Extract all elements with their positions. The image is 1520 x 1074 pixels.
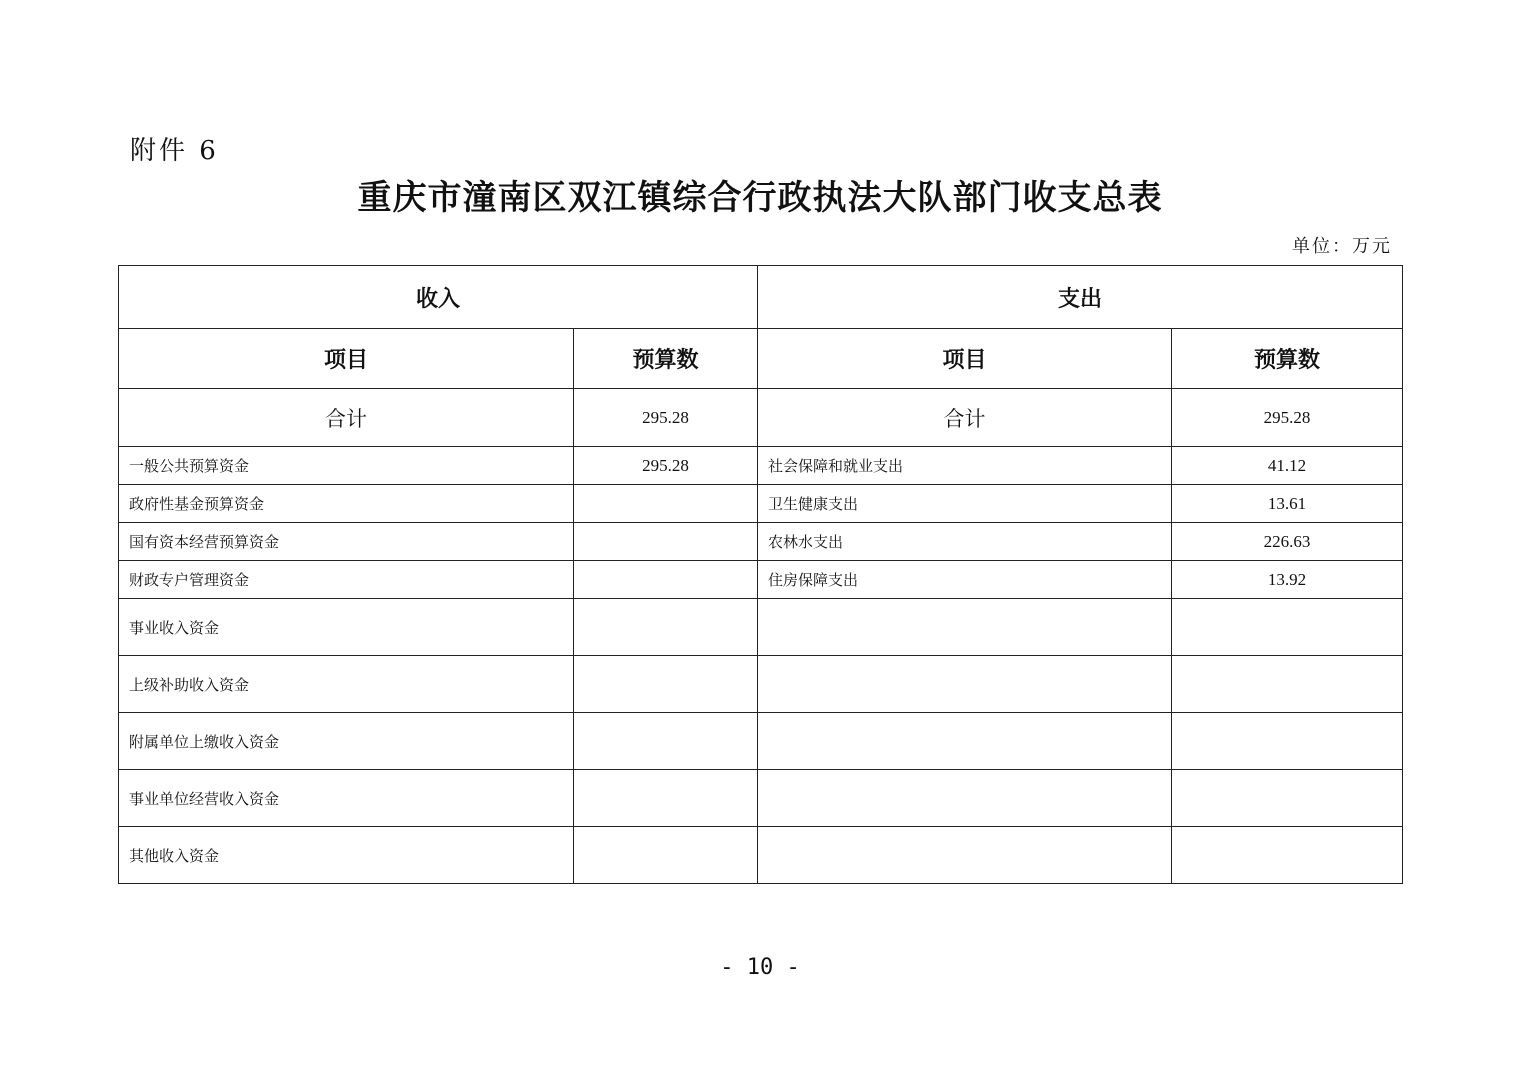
income-value xyxy=(574,656,758,713)
income-header: 收入 xyxy=(119,266,758,329)
income-total-label: 合计 xyxy=(119,389,574,447)
expense-value: 226.63 xyxy=(1172,523,1403,561)
income-item: 附属单位上缴收入资金 xyxy=(119,713,574,770)
expense-total-label: 合计 xyxy=(758,389,1172,447)
income-item: 国有资本经营预算资金 xyxy=(119,523,574,561)
expense-item xyxy=(758,656,1172,713)
column-header-row xyxy=(119,329,1403,389)
income-value xyxy=(574,599,758,656)
attachment-label: 附件 6 xyxy=(130,136,219,166)
table-row xyxy=(119,770,1403,827)
income-item: 其他收入资金 xyxy=(119,827,574,884)
table-row xyxy=(119,599,1403,656)
income-total-value: 295.28 xyxy=(574,389,758,447)
document-title: 重庆市潼南区双江镇综合行政执法大队部门收支总表 xyxy=(357,178,1163,218)
income-value: 295.28 xyxy=(574,447,758,485)
table-row xyxy=(119,523,1403,561)
expense-item: 住房保障支出 xyxy=(758,561,1172,599)
table-row xyxy=(119,827,1403,884)
income-item: 政府性基金预算资金 xyxy=(119,485,574,523)
expense-item xyxy=(758,770,1172,827)
table-row xyxy=(119,656,1403,713)
expense-value xyxy=(1172,827,1403,884)
income-item: 事业收入资金 xyxy=(119,599,574,656)
expense-value xyxy=(1172,770,1403,827)
unit-label: 单位：万元 xyxy=(1292,236,1392,257)
income-value xyxy=(574,561,758,599)
budget-table xyxy=(118,265,1403,884)
expense-value: 41.12 xyxy=(1172,447,1403,485)
income-budget-column-header: 预算数 xyxy=(574,329,758,389)
income-item: 事业单位经营收入资金 xyxy=(119,770,574,827)
expense-header: 支出 xyxy=(758,266,1403,329)
total-row xyxy=(119,389,1403,447)
income-value xyxy=(574,713,758,770)
expense-value xyxy=(1172,656,1403,713)
table-header-row xyxy=(119,266,1403,329)
income-value xyxy=(574,485,758,523)
expense-value: 13.61 xyxy=(1172,485,1403,523)
expense-budget-column-header: 预算数 xyxy=(1172,329,1403,389)
expense-item-column-header: 项目 xyxy=(758,329,1172,389)
expense-total-value: 295.28 xyxy=(1172,389,1403,447)
income-value xyxy=(574,523,758,561)
expense-item: 农林水支出 xyxy=(758,523,1172,561)
table-row xyxy=(119,485,1403,523)
income-item: 上级补助收入资金 xyxy=(119,656,574,713)
expense-item xyxy=(758,599,1172,656)
income-item: 财政专户管理资金 xyxy=(119,561,574,599)
income-item: 一般公共预算资金 xyxy=(119,447,574,485)
table-row xyxy=(119,447,1403,485)
expense-value: 13.92 xyxy=(1172,561,1403,599)
table-row xyxy=(119,561,1403,599)
page-number: - 10 - xyxy=(720,955,800,980)
expense-item: 卫生健康支出 xyxy=(758,485,1172,523)
income-item-column-header: 项目 xyxy=(119,329,574,389)
expense-item xyxy=(758,827,1172,884)
income-value xyxy=(574,827,758,884)
expense-value xyxy=(1172,713,1403,770)
expense-value xyxy=(1172,599,1403,656)
expense-item xyxy=(758,713,1172,770)
income-value xyxy=(574,770,758,827)
table-row xyxy=(119,713,1403,770)
expense-item: 社会保障和就业支出 xyxy=(758,447,1172,485)
